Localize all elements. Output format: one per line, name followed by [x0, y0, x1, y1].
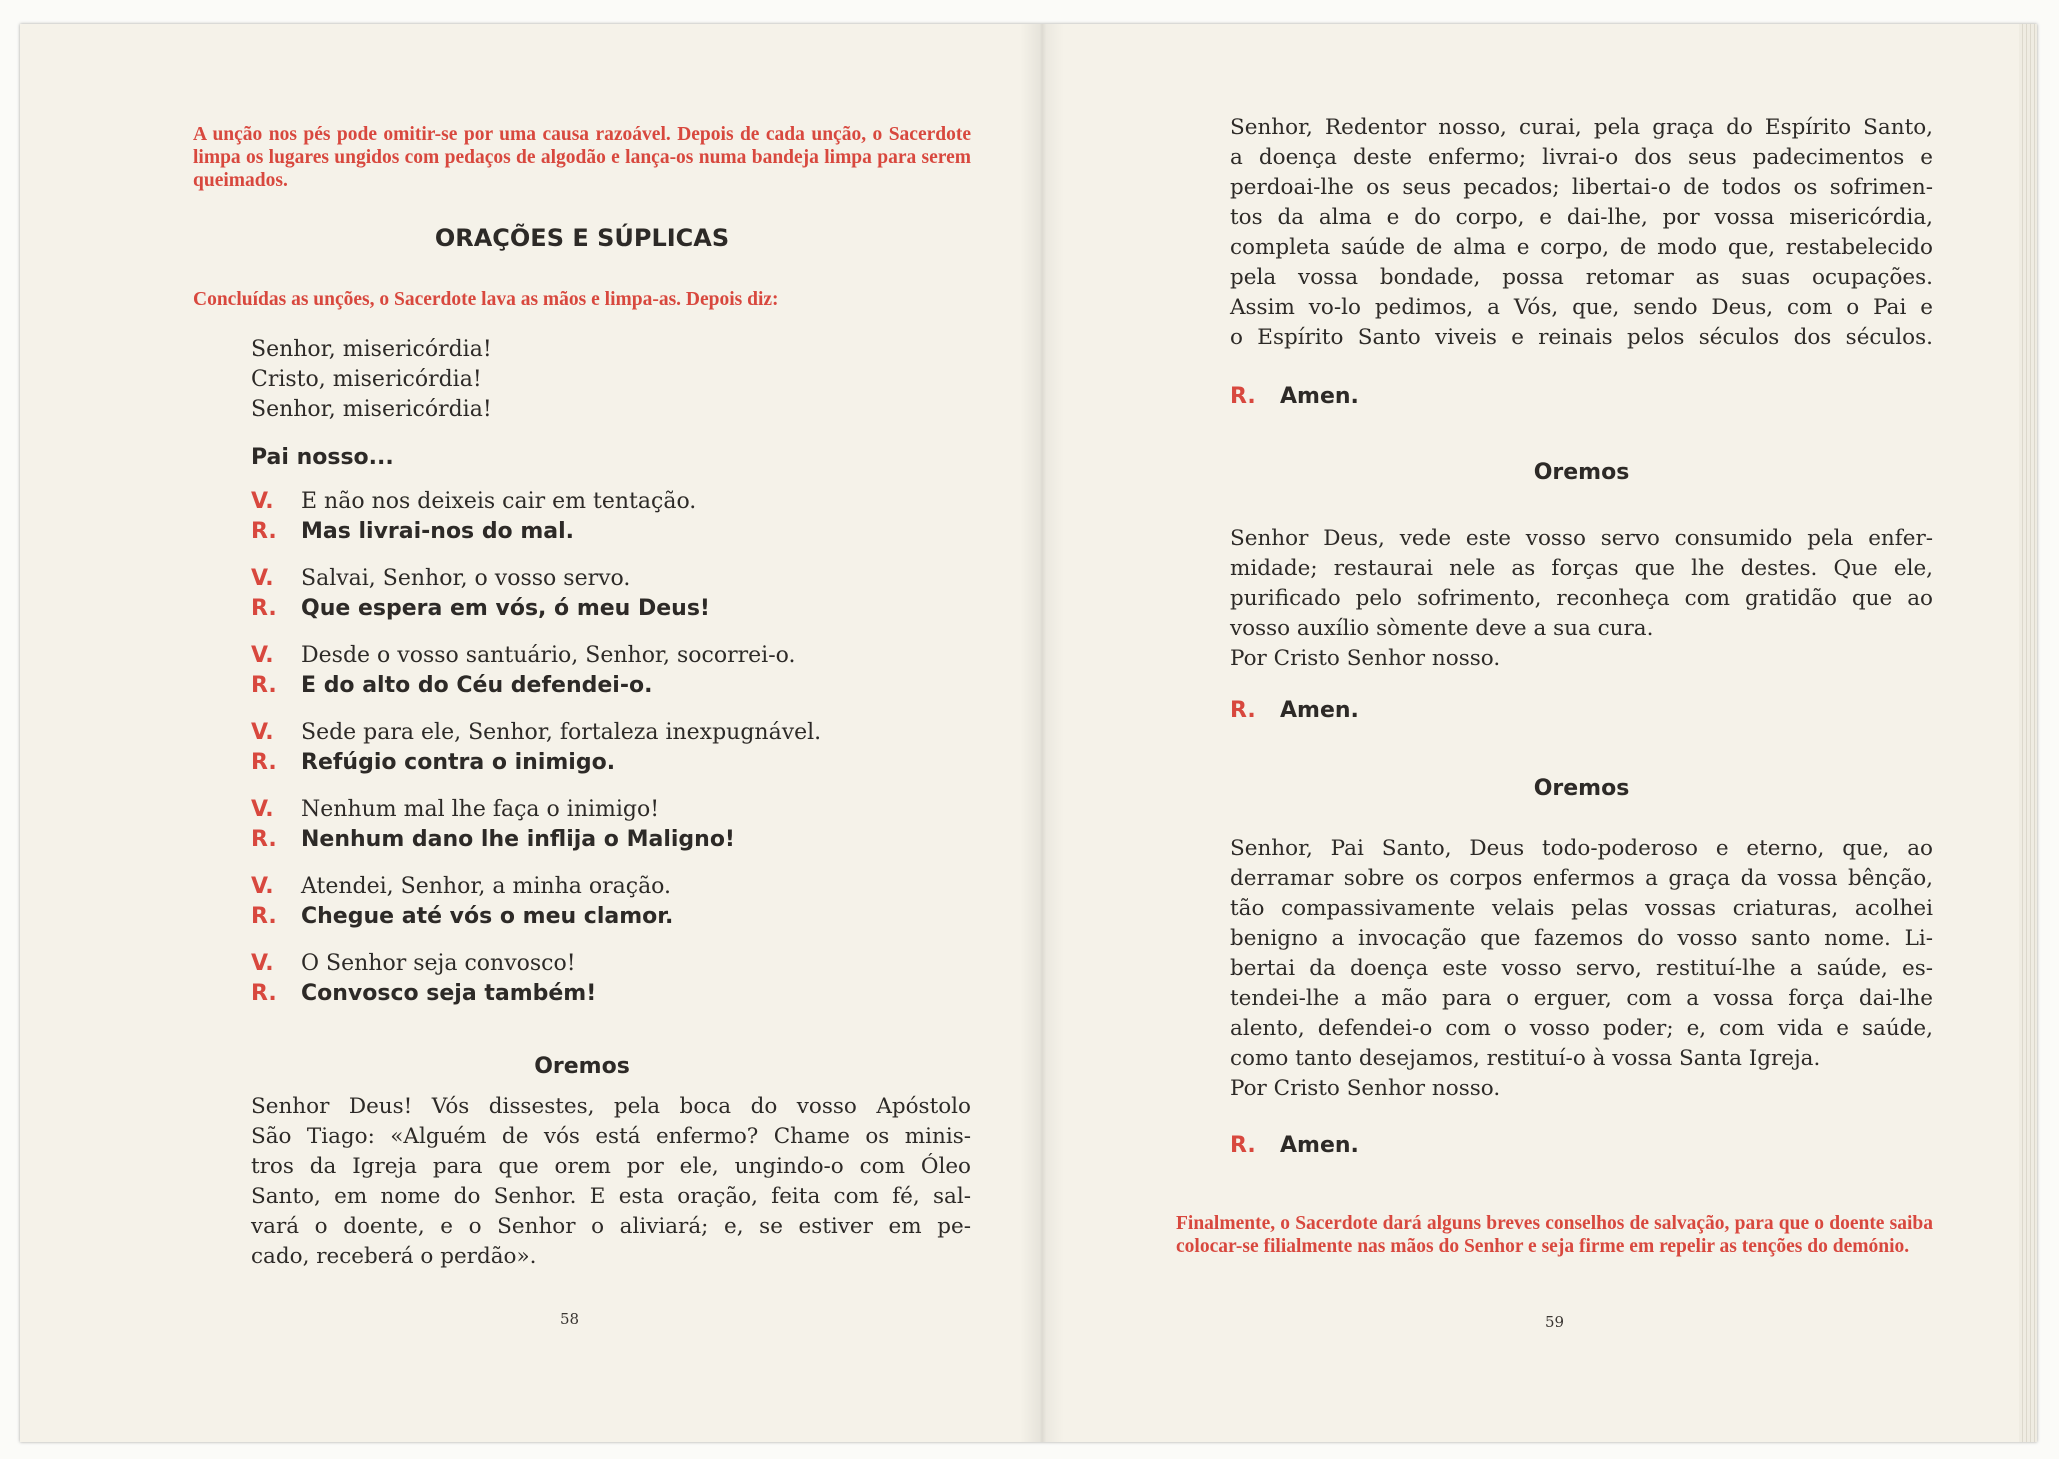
prayer-apostle — [251, 1092, 971, 1272]
versicle-text: E não nos deixeis cair em tentação. — [301, 489, 697, 514]
amen-text: Amen. — [1280, 698, 1359, 723]
amen-text: Amen. — [1280, 384, 1359, 409]
prayer-line: vosso auxílio sòmente deve a sua cura. — [1230, 616, 1654, 641]
r-label: R. — [251, 827, 277, 852]
prayer-line: tos da alma e do corpo, e dai-lhe, por vossa misericórdia, — [1230, 205, 1933, 230]
prayer-line: cado, receberá o perdão». — [251, 1244, 537, 1269]
response — [251, 902, 673, 932]
response-text: Refúgio contra o inimigo. — [301, 750, 616, 775]
page-edges-right — [2019, 24, 2037, 1442]
versicle — [251, 487, 696, 517]
r-label: R. — [251, 981, 277, 1006]
v-label: V. — [251, 951, 274, 976]
prayer-line: Santo, em nome do Senhor. E esta oração, feita com fé, sal- — [251, 1184, 971, 1209]
prayer-line: Assim vo-lo pedimos, a Vós, que, sendo Deus, com o Pai e — [1230, 295, 1933, 320]
prayer-line: purificado pelo sofrimento, reconheça com gratidão que ao — [1230, 586, 1933, 611]
prayer-line: Senhor, Redentor nosso, curai, pela graça do Espírito Santo, — [1230, 115, 1933, 140]
response — [251, 594, 710, 624]
versicle — [251, 795, 659, 825]
v-label: V. — [251, 643, 274, 668]
response-text: Convosco seja também! — [301, 981, 597, 1006]
r-label: R. — [251, 750, 277, 775]
kyrie-line: Cristo, misericórdia! — [251, 367, 482, 392]
pater-noster: Pai nosso... — [251, 445, 394, 470]
page-number-left: 58 — [560, 1310, 580, 1328]
kyrie-line: Senhor, misericórdia! — [251, 397, 492, 422]
prayer-line: como tanto desejamos, restituí-o à vossa Santa Igreja. — [1230, 1046, 1821, 1071]
oremos-heading: Oremos — [1533, 776, 1630, 801]
oremos-heading: Oremos — [1533, 460, 1630, 485]
prayer-redeemer — [1230, 113, 1933, 353]
rubric-top: A unção nos pés pode omitir-se por uma causa razoável. Depois de cada unção, o Sacerdote limpa os lugares ungidos com pedaços de algodão e lança-os numa bandeja limpa para serem queimados. — [193, 124, 971, 191]
prayer-line: tros da Igreja para que orem por ele, ungindo-o com Óleo — [251, 1154, 971, 1179]
versicle-text: Desde o vosso santuário, Senhor, socorrei-o. — [301, 643, 796, 668]
r-label: R. — [251, 519, 277, 544]
versicle — [251, 872, 671, 902]
v-label: V. — [251, 720, 274, 745]
versicle — [251, 718, 821, 748]
response — [251, 517, 574, 547]
versicle — [251, 641, 796, 671]
prayer-line: Por Cristo Senhor nosso. — [1230, 1076, 1501, 1101]
response — [251, 825, 735, 855]
prayer-line: perdoai-lhe os seus pecados; libertai-o de todos os sofrimen- — [1230, 175, 1933, 200]
v-label: V. — [251, 797, 274, 822]
response-text: Que espera em vós, ó meu Deus! — [301, 596, 710, 621]
r-label: R. — [1230, 698, 1256, 723]
prayer-line: a doença deste enfermo; livrai-o dos seus padecimentos e — [1230, 145, 1933, 170]
r-label: R. — [1230, 384, 1256, 409]
rubric-end: Finalmente, o Sacerdote dará alguns breves conselhos de salvação, para que o doente saiba colocar-se filialmente nas mãos do Senhor e seja firme em repelir as tenções do demónio. — [1176, 1213, 1933, 1257]
prayer-line: benigno a invocação que fazemos do vosso santo nome. Li- — [1230, 926, 1933, 951]
prayer-line: vará o doente, e o Senhor o aliviará; e, se estiver em pe- — [251, 1214, 971, 1239]
rubric-hands: Concluídas as unções, o Sacerdote lava as mãos e limpa-as. Depois diz: — [193, 289, 779, 310]
prayer-holy-father — [1230, 834, 1933, 1104]
section-title: ORAÇÕES E SÚPLICAS — [434, 224, 730, 252]
prayer-line: Senhor, Pai Santo, Deus todo-poderoso e eterno, que, ao — [1230, 836, 1933, 861]
prayer-line: tão compassivamente velais pelas vossas criaturas, acolhei — [1230, 896, 1933, 921]
prayer-restore — [1230, 524, 1933, 674]
versicle-text: Sede para ele, Senhor, fortaleza inexpugnável. — [301, 720, 822, 745]
versicle — [251, 949, 576, 979]
prayer-line: bertai da doença este vosso servo, restituí-lhe a saúde, es- — [1230, 956, 1933, 981]
r-label: R. — [251, 596, 277, 621]
page-number-right: 59 — [1545, 1313, 1565, 1331]
amen-response — [1230, 382, 1359, 412]
open-book — [20, 24, 2037, 1442]
response — [251, 979, 596, 1009]
response-text: Nenhum dano lhe inflija o Maligno! — [301, 827, 735, 852]
prayer-line: pela vossa bondade, possa retomar as suas ocupações. — [1230, 265, 1933, 290]
prayer-line: Senhor Deus! Vós dissestes, pela boca do vosso Apóstolo — [251, 1094, 971, 1119]
kyrie-line: Senhor, misericórdia! — [251, 337, 492, 362]
versicle-text: Nenhum mal lhe faça o inimigo! — [301, 797, 660, 822]
left-page — [20, 24, 1043, 1442]
prayer-line: midade; restaurai nele as forças que lhe destes. Que ele, — [1230, 556, 1933, 581]
prayer-line: o Espírito Santo viveis e reinais pelos séculos dos séculos. — [1230, 325, 1933, 350]
amen-response — [1230, 1131, 1359, 1161]
prayer-line: Senhor Deus, vede este vosso servo consumido pela enfer- — [1230, 526, 1933, 551]
prayer-line: completa saúde de alma e corpo, de modo que, restabelecido — [1230, 235, 1933, 260]
r-label: R. — [251, 904, 277, 929]
right-page — [1042, 24, 2037, 1442]
v-label: V. — [251, 874, 274, 899]
versicle-text: O Senhor seja convosco! — [301, 951, 576, 976]
prayer-line: tendei-lhe a mão para o erguer, com a vossa força dai-lhe — [1230, 986, 1933, 1011]
response — [251, 671, 652, 701]
versicle-text: Atendei, Senhor, a minha oração. — [301, 874, 672, 899]
amen-response — [1230, 696, 1359, 726]
r-label: R. — [251, 673, 277, 698]
response-text: E do alto do Céu defendei-o. — [301, 673, 653, 698]
amen-text: Amen. — [1280, 1133, 1359, 1158]
response-text: Mas livrai-nos do mal. — [301, 519, 575, 544]
prayer-line: alento, defendei-o com o vosso poder; e, com vida e saúde, — [1230, 1016, 1933, 1041]
response-text: Chegue até vós o meu clamor. — [301, 904, 674, 929]
versicle-text: Salvai, Senhor, o vosso servo. — [301, 566, 631, 591]
prayer-line: Por Cristo Senhor nosso. — [1230, 646, 1501, 671]
oremos-heading: Oremos — [534, 1054, 630, 1079]
r-label: R. — [1230, 1133, 1256, 1158]
response — [251, 748, 615, 778]
v-label: V. — [251, 566, 274, 591]
versicle — [251, 564, 630, 594]
prayer-line: São Tiago: «Alguém de vós está enfermo? Chame os minis- — [251, 1124, 971, 1149]
prayer-line: derramar sobre os corpos enfermos a graça da vossa bênção, — [1230, 866, 1933, 891]
v-label: V. — [251, 489, 274, 514]
